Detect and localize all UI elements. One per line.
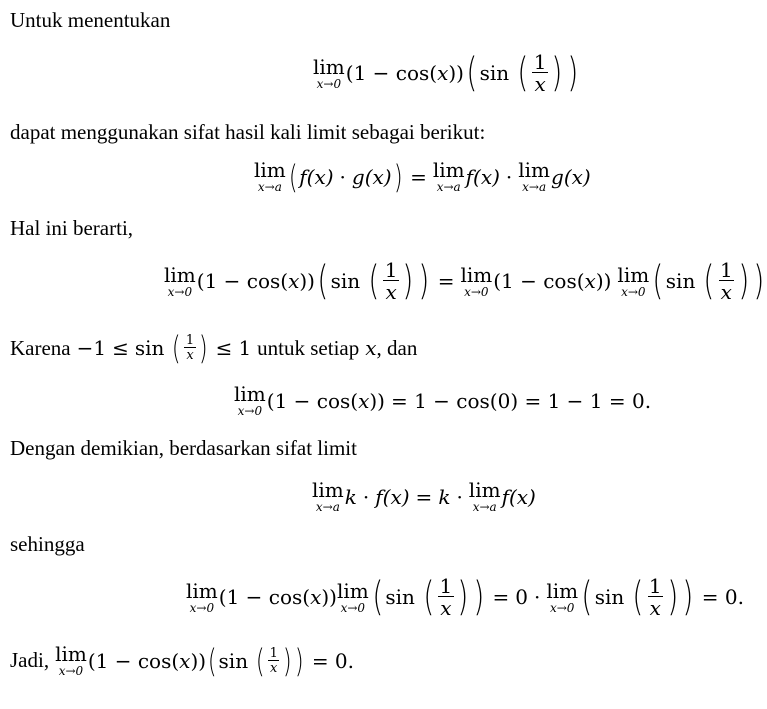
limit-operator: lim x→0 bbox=[460, 262, 493, 299]
fraction-one-over-x: $\frac{1}{x}$ bbox=[185, 333, 195, 363]
therefore-text: sehingga bbox=[10, 532, 85, 556]
intro-text: Untuk menentukan bbox=[10, 8, 171, 32]
fraction-one-over-x: $\frac{1}{x}$ bbox=[719, 258, 733, 304]
equation-constant-rule: lim x→a k · f(x) = k · lim x→a f(x) bbox=[312, 478, 536, 514]
limit-operator: lim x→0 bbox=[186, 578, 218, 615]
fraction-one-over-x: $\frac{1}{x}$ bbox=[533, 50, 547, 96]
limit-operator: lim x→0 bbox=[55, 642, 87, 678]
limit-operator: lim x→0 bbox=[336, 578, 369, 615]
limit-operator: lim x→0 bbox=[546, 578, 579, 615]
conclusion: Jadi, lim x→0 (1 − cos( x )) ( sin ( $\frac{1}{x}$ ) ) = 0. bbox=[10, 641, 355, 680]
limit-operator: lim x→0 bbox=[617, 262, 650, 299]
equation-limit-target: lim x→0 (1 − cos( x )) ( sin ( $\frac{1}{x}$ ) ) bbox=[313, 50, 579, 96]
limit-operator: lim x→0 bbox=[164, 262, 196, 299]
fraction-one-over-x: $\frac{1}{x}$ bbox=[439, 574, 453, 620]
limit-operator: lim x→a bbox=[518, 158, 551, 194]
constant-rule-text: Dengan demikian, berdasarkan sifat limit bbox=[10, 436, 357, 460]
means-text: Hal ini berarti, bbox=[10, 216, 134, 240]
fraction-one-over-x: $\frac{1}{x}$ bbox=[648, 574, 662, 620]
equation-cos-limit: lim x→0 (1 − cos( x )) = 1 − cos(0) = 1 − 1 = 0. bbox=[234, 382, 652, 418]
limit-operator: lim x→a bbox=[432, 158, 465, 194]
bound-statement: Karena −1 ≤ sin ( $\frac{1}{x}$ ) ≤ 1 untuk setiap x , dan bbox=[10, 329, 418, 367]
fraction-one-over-x: $\frac{1}{x}$ bbox=[384, 258, 398, 304]
limit-operator: lim x→a bbox=[312, 478, 344, 514]
limit-operator: lim x→0 bbox=[234, 382, 266, 418]
fraction-one-over-x: $\frac{1}{x}$ bbox=[269, 645, 278, 676]
equation-final-product: lim x→0 (1 − cos( x )) lim x→0 ( sin ( $\frac{1}{x}$ ) ) = 0 · lim x→0 ( sin ( $\frac{1}{x}$ ) ) = 0. bbox=[186, 574, 744, 620]
limit-operator: lim x→0 bbox=[313, 54, 345, 91]
limit-operator: lim x→a bbox=[254, 158, 286, 194]
product-rule-text: dapat menggunakan sifat hasil kali limit sebagai berikut: bbox=[10, 120, 486, 144]
equation-split-limit: lim x→0 (1 − cos( x )) ( sin ( $\frac{1}{x}$ ) ) = lim x→0 (1 − cos( x )) lim x→0 ( sin ( $\frac{1}{x}$ ) ) bbox=[164, 258, 765, 304]
equation-product-rule: lim x→a ( f(x) · g(x) ) = lim x→a f(x) · lim x→a g(x) bbox=[254, 157, 591, 196]
limit-operator: lim x→a bbox=[468, 478, 501, 514]
